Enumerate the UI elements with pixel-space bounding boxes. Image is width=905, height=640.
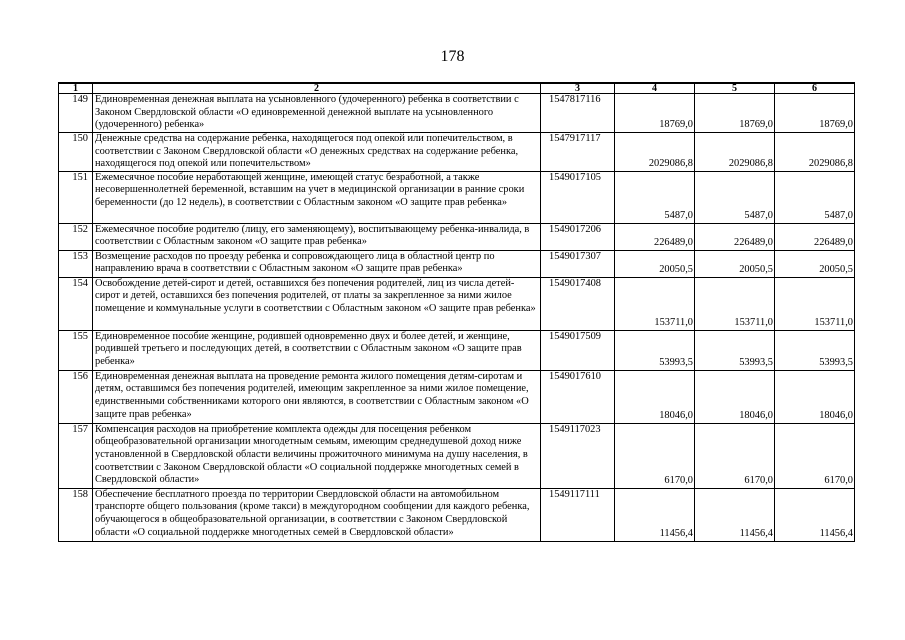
row-code: 1549017307 bbox=[541, 250, 615, 277]
page-number: 178 bbox=[440, 48, 465, 65]
row-description: Единовременное пособие женщине, родившей одновременно двух и более детей, и женщине, родившей третьего и последующих детей, в соответствии с Областным законом «О защите прав ребенка» bbox=[93, 330, 541, 370]
row-value-4: 6170,0 bbox=[615, 423, 695, 488]
row-number: 151 bbox=[59, 171, 93, 223]
row-number: 149 bbox=[59, 94, 93, 133]
header-col-5: 5 bbox=[695, 83, 775, 94]
row-number: 156 bbox=[59, 370, 93, 423]
row-value-5: 53993,5 bbox=[695, 330, 775, 370]
row-value-5: 20050,5 bbox=[695, 250, 775, 277]
row-code: 1549117023 bbox=[541, 423, 615, 488]
table-row bbox=[59, 223, 855, 250]
row-description: Ежемесячное пособие неработающей женщине, имеющей статус безработной, а также несовершеннолетней беременной, вставшим на учет в медицинской организации в ранние сроки беременности (до 12 недель), в соответствии с Областным законом «О защите прав ребенка» bbox=[93, 171, 541, 223]
row-description: Денежные средства на содержание ребенка, находящегося под опекой или попечительством, в соответствии с Законом Свердловской области «О денежных средствах на содержание ребенка, находящегося под опекой или попечительством» bbox=[93, 133, 541, 172]
table-row bbox=[59, 171, 855, 223]
row-value-6: 6170,0 bbox=[775, 423, 855, 488]
row-code: 1549017509 bbox=[541, 330, 615, 370]
row-value-6: 153711,0 bbox=[775, 277, 855, 330]
row-value-6: 18046,0 bbox=[775, 370, 855, 423]
row-number: 158 bbox=[59, 488, 93, 541]
row-value-4: 18046,0 bbox=[615, 370, 695, 423]
row-value-6: 11456,4 bbox=[775, 488, 855, 541]
row-number: 157 bbox=[59, 423, 93, 488]
row-value-5: 2029086,8 bbox=[695, 133, 775, 172]
header-row bbox=[59, 83, 855, 94]
row-number: 150 bbox=[59, 133, 93, 172]
row-number: 152 bbox=[59, 223, 93, 250]
row-value-4: 226489,0 bbox=[615, 223, 695, 250]
table-row bbox=[59, 277, 855, 330]
row-value-5: 226489,0 bbox=[695, 223, 775, 250]
table-row bbox=[59, 488, 855, 541]
row-value-6: 226489,0 bbox=[775, 223, 855, 250]
row-description: Единовременная денежная выплата на проведение ремонта жилого помещения детям-сиротам и детям, оставшимся без попечения родителей, имеющим закрепленное за ними жилое помещение, единственными собственниками которого они являются, в соответствии с Областным законом «О защите прав ребенка» bbox=[93, 370, 541, 423]
row-code: 1549017206 bbox=[541, 223, 615, 250]
table-row bbox=[59, 250, 855, 277]
row-value-5: 18769,0 bbox=[695, 94, 775, 133]
row-number: 155 bbox=[59, 330, 93, 370]
header-col-1: 1 bbox=[59, 83, 93, 94]
row-value-6: 2029086,8 bbox=[775, 133, 855, 172]
row-description: Возмещение расходов по проезду ребенка и сопровождающего лица в областной центр по направлению врача в соответствии с Областным законом «О защите прав ребенка» bbox=[93, 250, 541, 277]
row-value-4: 18769,0 bbox=[615, 94, 695, 133]
header-col-6: 6 bbox=[775, 83, 855, 94]
row-description: Обеспечение бесплатного проезда по территории Свердловской области на автомобильном транспорте общего пользования (кроме такси) в междугородном сообщении для каждого ребенка, обучающегося в общеобразовательной организации, в соответствии с Законом Свердловской области «О социальной поддержке многодетных семей в Свердловской области» bbox=[93, 488, 541, 541]
row-code: 1549017105 bbox=[541, 171, 615, 223]
row-number: 154 bbox=[59, 277, 93, 330]
table-row bbox=[59, 370, 855, 423]
row-number: 153 bbox=[59, 250, 93, 277]
row-value-4: 2029086,8 bbox=[615, 133, 695, 172]
header-col-3: 3 bbox=[541, 83, 615, 94]
row-code: 1547817116 bbox=[541, 94, 615, 133]
row-value-6: 20050,5 bbox=[775, 250, 855, 277]
row-value-5: 18046,0 bbox=[695, 370, 775, 423]
row-value-6: 5487,0 bbox=[775, 171, 855, 223]
row-value-4: 5487,0 bbox=[615, 171, 695, 223]
row-value-4: 153711,0 bbox=[615, 277, 695, 330]
row-description: Единовременная денежная выплата на усыновленного (удочеренного) ребенка в соответствии с Законом Свердловской области «О единовременной денежной выплате на усыновленного (удочеренного) ребенка» bbox=[93, 94, 541, 133]
table-row bbox=[59, 423, 855, 488]
row-value-4: 20050,5 bbox=[615, 250, 695, 277]
row-value-5: 6170,0 bbox=[695, 423, 775, 488]
row-value-5: 5487,0 bbox=[695, 171, 775, 223]
row-value-4: 53993,5 bbox=[615, 330, 695, 370]
row-code: 1549117111 bbox=[541, 488, 615, 541]
budget-table bbox=[58, 82, 855, 542]
header-col-4: 4 bbox=[615, 83, 695, 94]
row-code: 1549017408 bbox=[541, 277, 615, 330]
header-col-2: 2 bbox=[93, 83, 541, 94]
row-description: Компенсация расходов на приобретение комплекта одежды для посещения ребенком общеобразовательной организации многодетным семьям, имеющим среднедушевой доход ниже установленной в Свердловской области величины прожиточного минимума на душу населения, в соответствии с Законом Свердловской области «О социальной поддержке многодетных семей в Свердловской области» bbox=[93, 423, 541, 488]
row-value-4: 11456,4 bbox=[615, 488, 695, 541]
row-code: 1549017610 bbox=[541, 370, 615, 423]
row-value-6: 53993,5 bbox=[775, 330, 855, 370]
row-value-6: 18769,0 bbox=[775, 94, 855, 133]
table-row bbox=[59, 94, 855, 133]
table-row bbox=[59, 330, 855, 370]
row-value-5: 11456,4 bbox=[695, 488, 775, 541]
table-row bbox=[59, 133, 855, 172]
row-description: Освобождение детей-сирот и детей, оставшихся без попечения родителей, лиц из числа детей-сирот и детей, оставшихся без попечения родителей, от платы за закрепленное за ними жилое помещение и коммунальные услуги в соответствии с Областным законом «О защите прав ребенка» bbox=[93, 277, 541, 330]
row-code: 1547917117 bbox=[541, 133, 615, 172]
row-description: Ежемесячное пособие родителю (лицу, его заменяющему), воспитывающему ребенка-инвалида, в соответствии с Областным законом «О защите прав ребенка» bbox=[93, 223, 541, 250]
row-value-5: 153711,0 bbox=[695, 277, 775, 330]
